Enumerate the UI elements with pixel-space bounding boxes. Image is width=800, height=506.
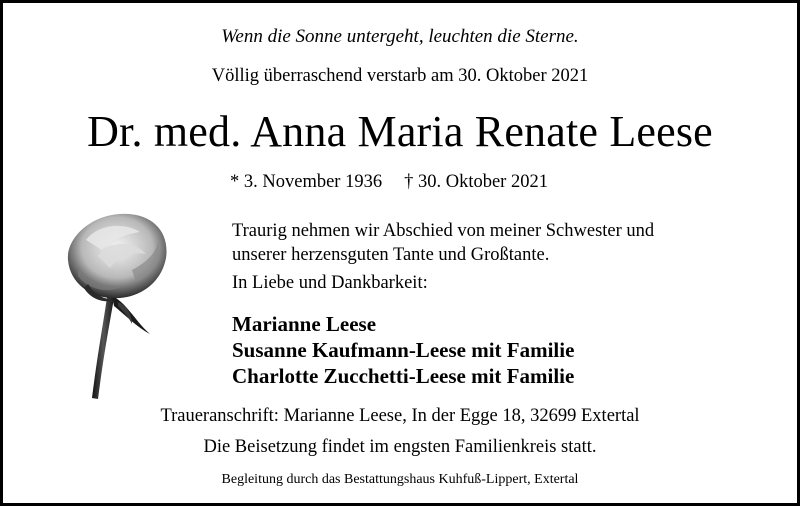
life-dates	[230, 172, 548, 193]
mourner-name: Charlotte Zucchetti-Leese mit Familie	[232, 364, 575, 388]
message-line: In Liebe und Dankbarkeit:	[232, 273, 428, 293]
message-line: unserer herzensguten Tante und Großtante.	[232, 245, 550, 265]
undertaker-credit: Begleitung durch das Bestattungshaus Kuhfuß-Lippert, Extertal	[221, 472, 579, 487]
mourner-name: Susanne Kaufmann-Leese mit Familie	[232, 338, 575, 362]
intro-line: Völlig überraschend verstarb am 30. Oktober 2021	[211, 66, 589, 86]
burial-note: Die Beisetzung findet im engsten Familienkreis statt.	[203, 437, 597, 457]
rose-image	[58, 210, 178, 410]
mourner-name: Marianne Leese	[232, 312, 377, 336]
death-date: † 30. Oktober 2021	[404, 172, 548, 192]
deceased-name: Dr. med. Anna Maria Renate Leese	[87, 107, 713, 156]
birth-date: * 3. November 1936	[230, 172, 383, 192]
message-block	[232, 219, 654, 295]
motto: Wenn die Sonne untergeht, leuchten die Sterne.	[221, 26, 579, 47]
message-line: Traurig nehmen wir Abschied von meiner Schwester und	[232, 221, 655, 241]
mourners-list	[232, 311, 574, 389]
condolence-address: Traueranschrift: Marianne Leese, In der Egge 18, 32699 Extertal	[160, 406, 640, 426]
